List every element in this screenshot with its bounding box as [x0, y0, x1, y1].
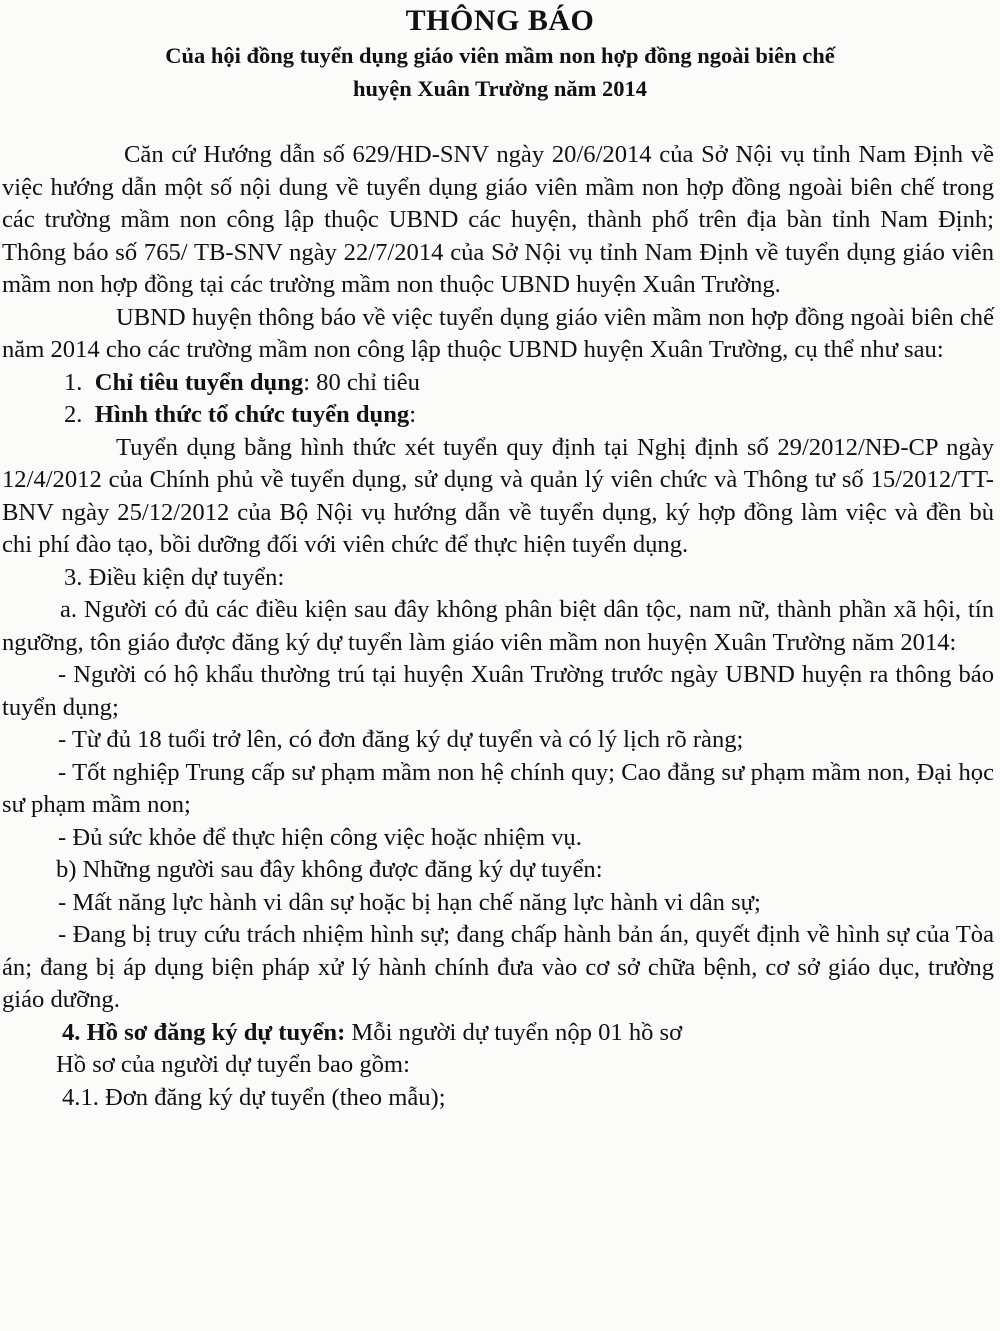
intro-paragraph-2: UBND huyện thông báo về việc tuyển dụng giáo viên mầm non hợp đồng ngoài biên chế năm 2014 cho các trường mầm non công lập thuộc UBND huyện Xuân Trường, cụ thể như sau:	[2, 303, 994, 363]
section-3-a-item-3: - Tốt nghiệp Trung cấp sư phạm mầm non hệ chính quy; Cao đẳng sư phạm mầm non, Đại học sư phạm mầm non;	[2, 758, 994, 818]
section-3-a-item-4: - Đủ sức khỏe để thực hiện công việc hoặc nhiệm vụ.	[58, 823, 582, 851]
section-4-line-2: Hồ sơ của người dự tuyển bao gồm:	[56, 1051, 410, 1078]
section-3-a-intro: a. Người có đủ các điều kiện sau đây không phân biệt dân tộc, nam nữ, thành phần xã hội, tín ngưỡng, tôn giáo được đăng ký dự tuyển làm giáo viên mầm non huyện Xuân Trường năm 2014:	[2, 596, 994, 656]
section-2-colon: :	[409, 401, 417, 428]
section-3-heading: 3. Điều kiện dự tuyển:	[64, 563, 285, 591]
document-subtitle-line-1: Của hội đồng tuyển dụng giáo viên mầm non hợp đồng ngoài biên chế	[165, 43, 835, 68]
intro-paragraph-1: Căn cứ Hướng dẫn số 629/HD-SNV ngày 20/6/2014 của Sở Nội vụ tỉnh Nam Định về việc hướng dẫn một số nội dung về tuyển dụng giáo viên mầm non hợp đồng ngoài biên chế trong các trường mầm non công lập thuộc UBND các huyện, thành phố trên địa bàn tỉnh Nam Định; Thông báo số 765/ TB-SNV ngày 22/7/2014 của Sở Nội vụ tỉnh Nam Định về tuyển dụng giáo viên mầm non hợp đồng tại các trường mầm non thuộc UBND huyện Xuân Trường.	[2, 141, 994, 298]
section-4-heading-line	[2, 1017, 994, 1050]
section-2-body: Tuyển dụng bằng hình thức xét tuyển quy định tại Nghị định số 29/2012/NĐ-CP ngày 12/4/2012 của Chính phủ về tuyển dụng, sử dụng và quản lý viên chức và Thông tư số 15/2012/TT-BNV ngày 25/12/2012 của Bộ Nội vụ hướng dẫn về tuyển dụng, ký hợp đồng làm việc và đền bù chi phí đào tạo, bồi dưỡng đối với viên chức để thực hiện tuyển dụng.	[2, 433, 994, 558]
section-4-value: Mỗi người dự tuyển nộp 01 hồ sơ	[345, 1018, 683, 1046]
section-4-heading: 4. Hồ sơ đăng ký dự tuyển:	[62, 1018, 346, 1046]
section-3-b-item-1: - Mất năng lực hành vi dân sự hoặc bị hạn chế năng lực hành vi dân sự;	[58, 888, 761, 916]
section-3-a-item-1: - Người có hộ khẩu thường trú tại huyện Xuân Trường trước ngày UBND huyện ra thông báo tuyển dụng;	[2, 661, 994, 721]
section-2-heading-line	[2, 399, 994, 432]
section-1-value: : 80 chỉ tiêu	[303, 368, 420, 396]
section-1-quota	[2, 367, 994, 400]
document-title: THÔNG BÁO	[405, 4, 595, 37]
section-2-heading: Hình thức tổ chức tuyển dụng	[94, 401, 410, 428]
section-3-a-item-2: - Từ đủ 18 tuổi trở lên, có đơn đăng ký dự tuyển và có lý lịch rõ ràng;	[58, 726, 744, 753]
section-1-heading: Chỉ tiêu tuyển dụng	[94, 368, 304, 396]
section-3-b-item-2: - Đang bị truy cứu trách nhiệm hình sự; đang chấp hành bản án, quyết định về hình sự của Tòa án; đang bị áp dụng biện pháp xử lý hành chính đưa vào cơ sở chữa bệnh, cơ sở giáo dục, trường giáo dưỡng.	[2, 921, 994, 1013]
section-3-b-intro: b) Những người sau đây không được đăng ký dự tuyển:	[56, 856, 603, 883]
document-subtitle-line-2: huyện Xuân Trường năm 2014	[353, 76, 647, 101]
document-body	[2, 139, 994, 1114]
section-1-number: 1.	[64, 368, 83, 396]
section-2-number: 2.	[64, 401, 83, 428]
section-4-item-1: 4.1. Đơn đăng ký dự tuyển (theo mẫu);	[62, 1083, 446, 1111]
